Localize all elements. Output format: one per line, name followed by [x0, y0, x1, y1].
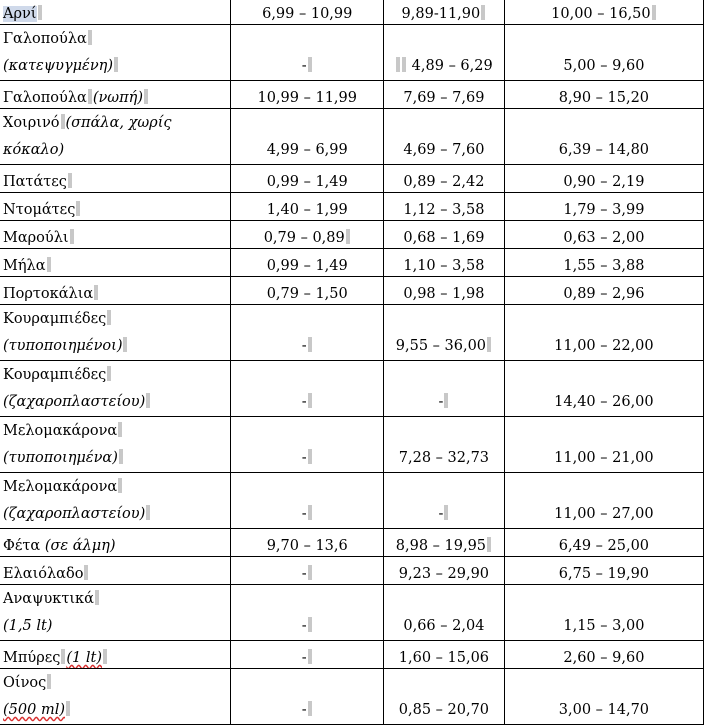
price-cell[interactable]: [504, 165, 703, 193]
table-row: [0, 473, 704, 529]
price-cell[interactable]: [504, 669, 703, 725]
edit-mark: [95, 590, 99, 605]
price-range: 9,55 – 36,00: [395, 338, 487, 354]
product-detail: (τυποποιημένοι): [3, 338, 123, 354]
price-range: -: [301, 58, 307, 74]
edit-mark: [308, 393, 312, 408]
price-range: 0,79 – 0,89: [263, 230, 345, 246]
table-row: [0, 361, 704, 417]
price-range: 8,90 – 15,20: [558, 90, 650, 106]
edit-mark: [88, 30, 92, 45]
price-cell[interactable]: [504, 25, 703, 81]
price-cell[interactable]: [384, 165, 505, 193]
edit-mark: [481, 5, 485, 20]
price-range: 4,99 – 6,99: [266, 142, 348, 158]
product-name: Μπύρες: [3, 650, 61, 666]
price-range: 3,00 – 14,70: [558, 702, 650, 718]
edit-mark: [88, 89, 92, 104]
edit-mark: [487, 537, 491, 552]
table-row: [0, 529, 704, 557]
product-name: Αρνί: [3, 6, 37, 22]
product-cell[interactable]: [0, 557, 231, 585]
price-range: -: [301, 650, 307, 666]
product-detail: (νωπή): [92, 90, 143, 106]
price-cell[interactable]: [231, 305, 384, 361]
price-cell[interactable]: [504, 81, 703, 109]
price-cell[interactable]: [504, 557, 703, 585]
product-name: Ελαιόλαδο: [3, 566, 84, 582]
product-name: Κουραμπιέδες: [3, 367, 107, 383]
product-name: Πατάτες: [3, 174, 67, 190]
price-range: 2,60 – 9,60: [563, 650, 645, 666]
price-cell[interactable]: [231, 277, 384, 305]
price-range: 8,98 – 19,95: [395, 538, 487, 554]
price-cell[interactable]: [384, 473, 505, 529]
edit-mark: [123, 337, 127, 352]
price-cell[interactable]: [504, 641, 703, 669]
table-row: [0, 81, 704, 109]
table-row: [0, 585, 704, 641]
price-range: 6,49 – 25,00: [558, 538, 650, 554]
price-cell[interactable]: [384, 585, 505, 641]
price-cell[interactable]: [231, 249, 384, 277]
product-cell[interactable]: [0, 529, 231, 557]
product-name: Φέτα: [3, 538, 41, 554]
price-cell[interactable]: [504, 277, 703, 305]
product-cell[interactable]: [0, 361, 231, 417]
price-range: -: [438, 506, 444, 522]
table-row: [0, 417, 704, 473]
price-range: 0,85 – 20,70: [398, 702, 490, 718]
edit-mark: [61, 114, 65, 129]
price-range: -: [301, 394, 307, 410]
product-cell[interactable]: [0, 277, 231, 305]
price-cell[interactable]: [231, 529, 384, 557]
product-detail: (κατεψυγμένη): [3, 58, 113, 74]
product-name: Μελομακάρονα: [3, 423, 118, 439]
edit-mark: [118, 478, 122, 493]
table-row: [0, 165, 704, 193]
price-cell[interactable]: [504, 473, 703, 529]
edit-mark: [47, 674, 51, 689]
price-range: 1,79 – 3,99: [563, 202, 645, 218]
price-range: 0,89 – 2,96: [563, 286, 645, 302]
edit-mark: [308, 505, 312, 520]
price-cell[interactable]: [231, 557, 384, 585]
edit-mark: [402, 57, 406, 72]
product-name: Πορτοκάλια: [3, 286, 94, 302]
price-cell[interactable]: [504, 585, 703, 641]
edit-mark: [119, 449, 123, 464]
price-range: -: [438, 394, 444, 410]
price-cell[interactable]: [384, 529, 505, 557]
product-detail: (1,5 lt): [3, 618, 53, 634]
price-cell[interactable]: [384, 277, 505, 305]
price-range: 0,66 – 2,04: [403, 618, 485, 634]
edit-mark: [308, 701, 312, 716]
price-range: -: [301, 702, 307, 718]
price-cell[interactable]: [504, 361, 703, 417]
product-detail: (σε άλμη): [44, 538, 116, 554]
price-range: 1,60 – 15,06: [398, 650, 490, 666]
edit-mark: [308, 649, 312, 664]
edit-mark: [114, 57, 118, 72]
product-cell[interactable]: [0, 417, 231, 473]
product-detail: (500 ml): [3, 702, 65, 718]
edit-mark: [146, 505, 150, 520]
product-cell[interactable]: [0, 641, 231, 669]
table-row: [0, 669, 704, 725]
product-name: Ντομάτες: [3, 202, 76, 218]
edit-mark: [444, 393, 448, 408]
product-cell[interactable]: [0, 669, 231, 725]
price-range: 4,69 – 7,60: [403, 142, 485, 158]
price-cell[interactable]: [231, 0, 384, 25]
price-cell[interactable]: [231, 109, 384, 165]
price-range: 9,70 – 13,6: [266, 538, 348, 554]
edit-mark: [38, 5, 42, 20]
price-cell[interactable]: [384, 417, 505, 473]
price-cell[interactable]: [384, 81, 505, 109]
edit-mark: [308, 449, 312, 464]
price-range: 0,99 – 1,49: [266, 174, 348, 190]
edit-mark: [84, 565, 88, 580]
product-cell[interactable]: [0, 0, 231, 25]
edit-mark: [308, 337, 312, 352]
price-range: 7,69 – 7,69: [403, 90, 485, 106]
price-cell[interactable]: [384, 109, 505, 165]
product-cell[interactable]: [0, 109, 231, 165]
product-name: Γαλοπούλα: [3, 31, 87, 47]
product-cell[interactable]: [0, 249, 231, 277]
product-name: Μήλα: [3, 258, 46, 274]
edit-mark: [118, 422, 122, 437]
product-name: Χοιρινό: [3, 115, 60, 131]
product-cell[interactable]: [0, 473, 231, 529]
price-range: -: [301, 566, 307, 582]
product-cell[interactable]: [0, 165, 231, 193]
price-cell[interactable]: [231, 25, 384, 81]
price-range: 0,98 – 1,98: [403, 286, 485, 302]
product-name: Μελομακάρονα: [3, 479, 118, 495]
price-range: 9,23 – 29,90: [398, 566, 490, 582]
price-range: -: [301, 338, 307, 354]
edit-mark: [652, 5, 656, 20]
price-cell[interactable]: [231, 585, 384, 641]
edit-mark: [47, 257, 51, 272]
price-range: -: [301, 506, 307, 522]
product-cell[interactable]: [0, 81, 231, 109]
price-range: 0,68 – 1,69: [403, 230, 485, 246]
price-range: 10,00 – 16,50: [551, 6, 651, 22]
table-row: [0, 641, 704, 669]
price-range: 1,10 – 3,58: [403, 258, 485, 274]
edit-mark: [70, 229, 74, 244]
table-row: [0, 557, 704, 585]
price-range: 5,00 – 9,60: [563, 58, 645, 74]
price-range: -: [301, 618, 307, 634]
product-name: Μαρούλι: [3, 230, 69, 246]
price-range: 0,79 – 1,50: [266, 286, 348, 302]
edit-mark: [487, 337, 491, 352]
edit-mark: [107, 366, 111, 381]
product-detail: (σπάλα, χωρίς: [65, 115, 172, 131]
price-range: 0,90 – 2,19: [563, 174, 645, 190]
price-range: 11,00 – 27,00: [554, 506, 654, 522]
price-range: 7,28 – 32,73: [398, 450, 490, 466]
price-cell[interactable]: [384, 305, 505, 361]
price-cell[interactable]: [504, 193, 703, 221]
price-cell[interactable]: [231, 193, 384, 221]
table-row: [0, 193, 704, 221]
price-cell[interactable]: [384, 193, 505, 221]
edit-mark: [76, 201, 80, 216]
product-detail: (τυποποιημένα): [3, 450, 118, 466]
price-range: 10,99 – 11,99: [257, 90, 357, 106]
product-detail: (ζαχαροπλαστείου): [3, 506, 146, 522]
product-name: Αναψυκτικά: [3, 591, 94, 607]
product-cell[interactable]: [0, 193, 231, 221]
price-range: 0,99 – 1,49: [266, 258, 348, 274]
price-cell[interactable]: [384, 641, 505, 669]
price-cell[interactable]: [384, 669, 505, 725]
product-cell[interactable]: [0, 221, 231, 249]
price-cell[interactable]: [504, 529, 703, 557]
edit-mark: [308, 57, 312, 72]
price-range: 1,40 – 1,99: [266, 202, 348, 218]
price-cell[interactable]: [231, 417, 384, 473]
price-range: 11,00 – 22,00: [554, 338, 654, 354]
table-row: [0, 277, 704, 305]
edit-mark: [144, 89, 148, 104]
price-cell[interactable]: [231, 641, 384, 669]
price-range: 14,40 – 26,00: [554, 394, 654, 410]
price-cell[interactable]: [384, 361, 505, 417]
edit-mark: [61, 649, 65, 664]
edit-mark: [146, 393, 150, 408]
product-detail: (ζαχαροπλαστείου): [3, 394, 146, 410]
price-range: 9,89-11,90: [401, 6, 481, 22]
price-cell[interactable]: [504, 417, 703, 473]
price-range: -: [301, 450, 307, 466]
price-range: 4,89 – 6,29: [411, 58, 493, 74]
edit-mark: [308, 565, 312, 580]
table-row: [0, 221, 704, 249]
edit-mark: [68, 173, 72, 188]
edit-mark: [308, 617, 312, 632]
edit-mark: [346, 229, 350, 244]
price-range: 1,15 – 3,00: [563, 618, 645, 634]
price-range: 1,55 – 3,88: [563, 258, 645, 274]
product-detail: (1 lt): [66, 650, 102, 666]
price-cell[interactable]: [231, 361, 384, 417]
price-cell[interactable]: [384, 25, 505, 81]
price-cell[interactable]: [504, 0, 703, 25]
price-range: 6,39 – 14,80: [558, 142, 650, 158]
product-cell[interactable]: [0, 305, 231, 361]
price-cell[interactable]: [504, 109, 703, 165]
product-cell[interactable]: [0, 25, 231, 81]
edit-mark: [444, 505, 448, 520]
edit-mark: [66, 701, 70, 716]
price-range: 11,00 – 21,00: [554, 450, 654, 466]
price-cell[interactable]: [231, 81, 384, 109]
edit-mark: [94, 285, 98, 300]
price-cell[interactable]: [504, 221, 703, 249]
price-cell[interactable]: [231, 165, 384, 193]
price-cell[interactable]: [231, 669, 384, 725]
price-range: 0,89 – 2,42: [403, 174, 485, 190]
product-name: Κουραμπιέδες: [3, 311, 107, 327]
price-range: 6,75 – 19,90: [558, 566, 650, 582]
table-row: [0, 109, 704, 165]
price-cell[interactable]: [384, 221, 505, 249]
price-cell[interactable]: [384, 0, 505, 25]
table-row: [0, 249, 704, 277]
table-row: [0, 25, 704, 81]
edit-mark: [396, 57, 400, 72]
price-cell[interactable]: [384, 249, 505, 277]
edit-mark: [103, 649, 107, 664]
edit-mark: [107, 310, 111, 325]
price-range: 6,99 – 10,99: [262, 6, 353, 22]
price-range: 0,63 – 2,00: [563, 230, 645, 246]
product-detail: κόκαλο): [3, 142, 65, 158]
product-name: Γαλοπούλα: [3, 90, 87, 106]
product-name: Οίνος: [3, 675, 47, 691]
table-row: [0, 0, 704, 25]
price-cell[interactable]: [384, 557, 505, 585]
price-cell[interactable]: [504, 305, 703, 361]
price-range: 1,12 – 3,58: [403, 202, 485, 218]
product-cell[interactable]: [0, 585, 231, 641]
price-cell[interactable]: [231, 473, 384, 529]
price-cell[interactable]: [231, 221, 384, 249]
table-row: [0, 305, 704, 361]
price-cell[interactable]: [504, 249, 703, 277]
